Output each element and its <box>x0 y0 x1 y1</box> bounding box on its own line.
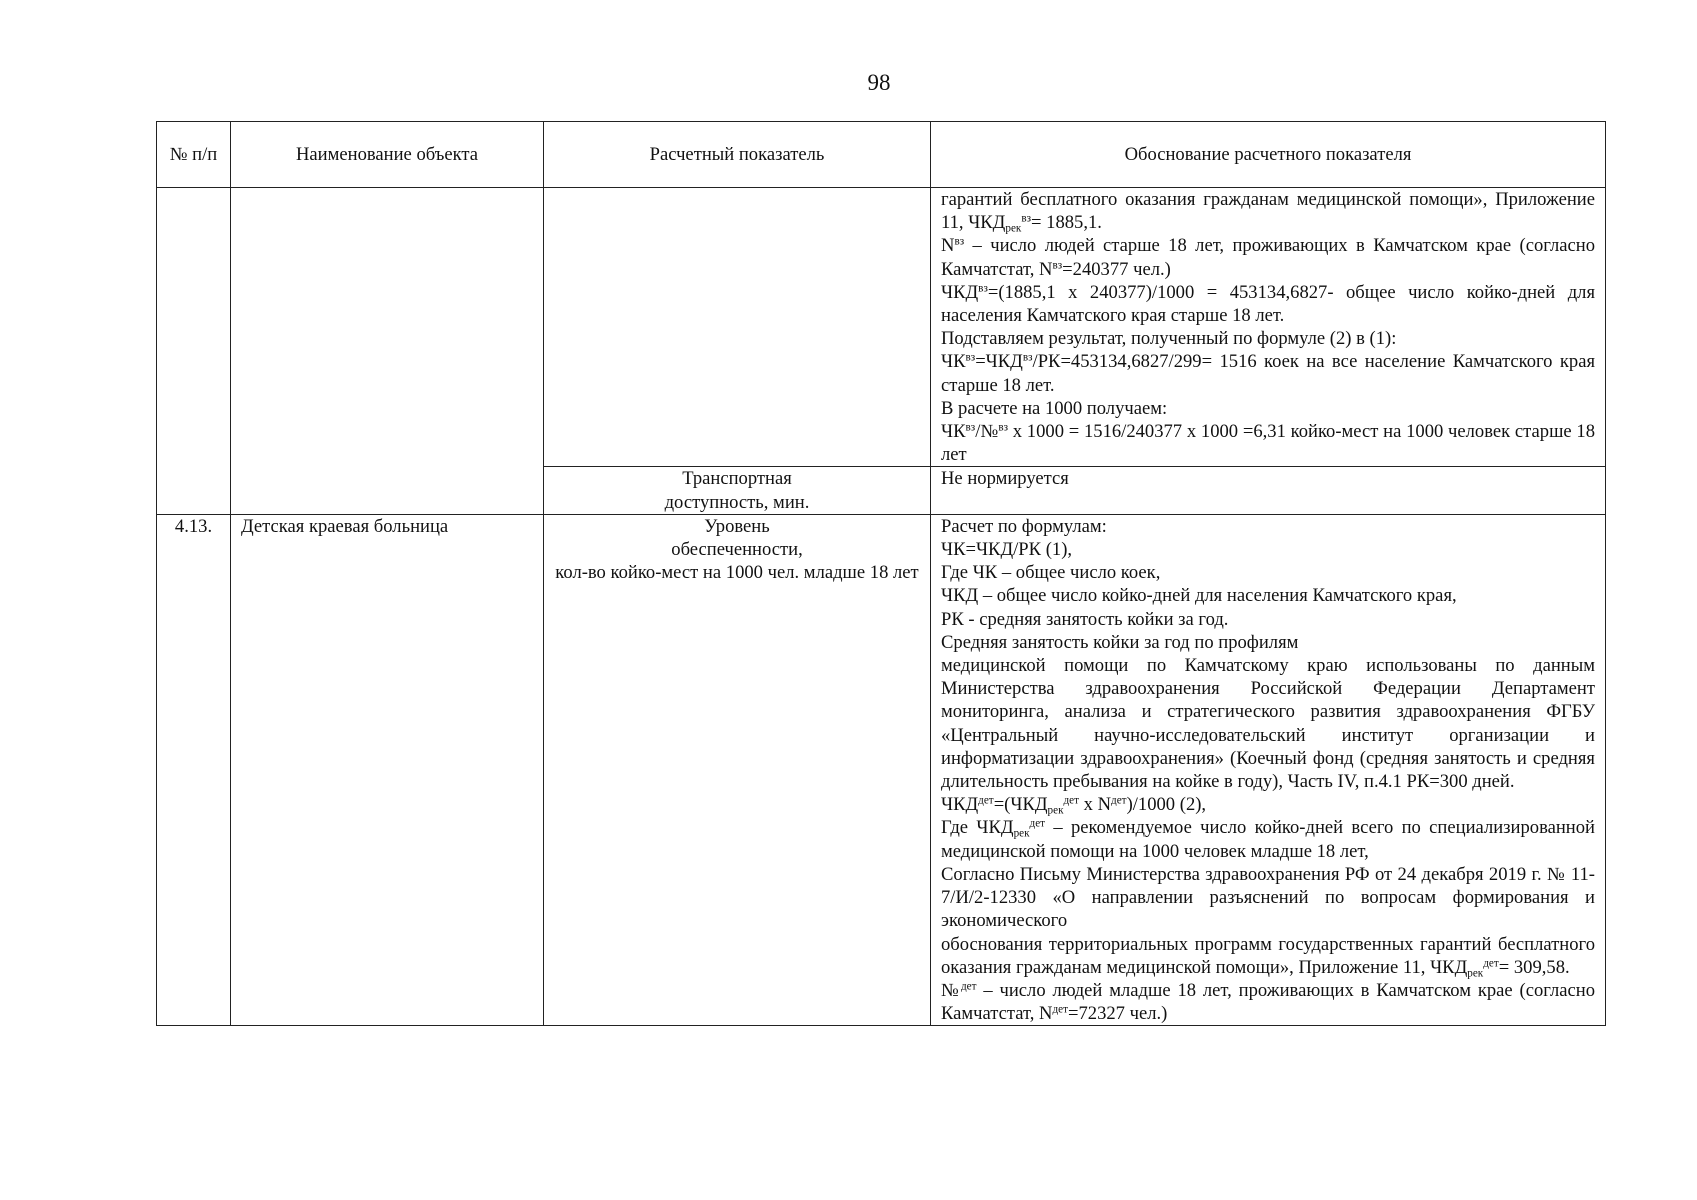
just-para-2: $N^{вз}$ – число людей старше 18 лет, проживающих в Камчатском крае (согласно Камчатстат, $N^{вз}=240377$ чел.) <box>941 235 1595 280</box>
cell-name-empty <box>231 188 544 515</box>
cell-name-4-13: Детская краевая больница <box>231 514 544 1025</box>
cell-indicator-4-13 <box>544 514 931 1025</box>
just-4-13-formula-2: $ЧКД^{дет}=(ЧКД_{рек}^{дет}$ х $N^{дет})/1000$ (2), <box>941 794 1207 817</box>
header-justification: Обоснование расчетного показателя <box>931 122 1606 188</box>
indicator-line-2: обеспеченности, <box>671 539 803 561</box>
cell-num-4-13: 4.13. <box>157 514 231 1025</box>
indicator-line-3: кол-во койко-мест на 1000 чел. младше 18 лет <box>555 562 919 584</box>
just-4-13-para-12: №$^{дет}$ – число людей младше 18 лет, проживающих в Камчатском крае (согласно Камчатстат, $N^{дет}=72327$ чел.) <box>941 979 1596 1025</box>
just-4-13-line-2: ЧК=ЧКД/РК (1), <box>941 539 1073 561</box>
table-row-continuation <box>157 188 1606 467</box>
table-header-row <box>157 122 1606 188</box>
header-num: № п/п <box>157 122 231 188</box>
just-4-13-line-4: ЧКД – общее число койко-дней для населения Камчатского края, <box>941 585 1457 607</box>
just-4-13-line-1: Расчет по формулам: <box>941 515 1107 537</box>
just-4-13-line-3: Где ЧК – общее число коек, <box>941 562 1161 584</box>
cell-justification-transport: Не нормируется <box>931 467 1606 514</box>
page-number: 98 <box>867 70 891 95</box>
just-4-13-para-11: обоснования территориальных программ государственных гарантий бесплатного оказания гражданам медицинской помощи», Приложение 11, $ЧКД_{рек}^{дет}= 309,58$. <box>941 933 1595 980</box>
just-4-13-line-5: РК - средняя занятость койки за год. <box>941 608 1229 630</box>
cell-num-empty <box>157 188 231 515</box>
just-4-13-para-9: Где $ЧКД_{рек}^{дет}$ – рекомендуемое число койко-дней всего по специализированной медицинской помощи на 1000 человек младше 18 лет, <box>941 817 1595 862</box>
cell-justification-continuation <box>931 188 1606 467</box>
just-4-13-line-6: Средняя занятость койки за год по профилям <box>941 631 1299 653</box>
header-name: Наименование объекта <box>231 122 544 188</box>
just-para-3: $ЧКД^{вз}=(1885,1$ х 240377)/1000 = 453134,6827- общее число койко-дней для населения Камчатского края старше 18 лет. <box>941 281 1595 327</box>
just-para-7: $ЧК^{вз}/№^{вз}$ х 1000 = 1516/240377 х 1000 =6,31 койко-мест на 1000 человек старше 18 лет <box>941 421 1595 466</box>
just-para-5: $ЧК^{вз}=ЧКД^{вз}/РК=453134,6827/299= 1516$ коек на все население Камчатского края старше 18 лет. <box>941 351 1595 396</box>
just-4-13-para-10: Согласно Письму Министерства здравоохранения РФ от 24 декабря 2019 г. № 11-7/И/2-12330 «О направлении разъяснений по вопросам формирования и экономического <box>941 863 1595 932</box>
just-4-13-para-7: медицинской помощи по Камчатскому краю использованы по данным Министерства здравоохранения Российской Федерации Департамент мониторинга, анализа и стратегического развития здравоохранения ФГБУ «Центральный научно-исследовательский институт организации и информатизации здравоохранения» (Коечный фонд (средняя занятость и средняя длительность пребывания на койке в году), Часть IV, п.4.1 РК=300 дней. <box>941 655 1595 793</box>
indicator-line-1: Уровень <box>704 515 770 537</box>
header-indicator: Расчетный показатель <box>544 122 931 188</box>
just-para-1: гарантий бесплатного оказания гражданам медицинской помощи», Приложение 11, $ЧКД_{рек}^{вз}= 1885,1$. <box>941 189 1595 235</box>
cell-indicator-transport: Транспортная доступность, мин. <box>544 467 931 514</box>
table-row-4-13 <box>157 514 1606 1025</box>
regulation-table <box>156 121 1606 1026</box>
cell-justification-4-13 <box>931 514 1606 1025</box>
just-para-6: В расчете на 1000 получаем: <box>941 397 1168 419</box>
cell-indicator-empty <box>544 188 931 467</box>
just-para-4: Подставляем результат, полученный по формуле (2) в (1): <box>941 328 1397 350</box>
